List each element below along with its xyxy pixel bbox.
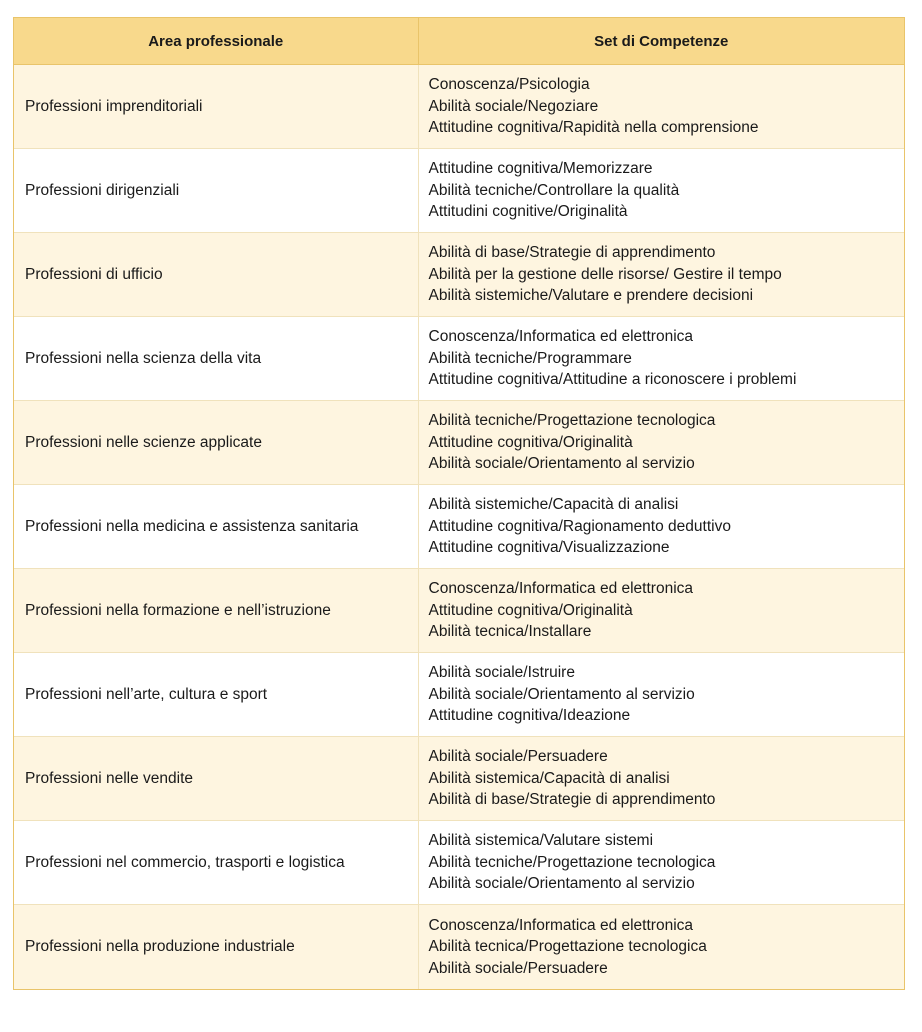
competence-table	[14, 18, 904, 989]
skills-cell	[418, 485, 904, 569]
table-header	[14, 18, 904, 65]
skill-item: Abilità tecniche/Controllare la qualità	[428, 181, 680, 199]
header-row	[14, 18, 904, 65]
area-cell: Professioni nella produzione industriale	[14, 905, 418, 989]
skill-item: Abilità sociale/Orientamento al servizio	[428, 875, 695, 893]
skill-item: Abilità per la gestione delle risorse/ Gestire il tempo	[428, 265, 782, 283]
table-row	[14, 149, 904, 233]
competence-table-container	[13, 17, 905, 990]
area-cell: Professioni nel commercio, trasporti e logistica	[14, 821, 418, 905]
skill-item: Conoscenza/Psicologia	[428, 76, 590, 94]
skill-item: Abilità di base/Strategie di apprendimento	[428, 244, 716, 262]
skill-item: Abilità sociale/Persuadere	[428, 959, 608, 977]
table-row	[14, 569, 904, 653]
skill-item: Abilità sistemiche/Valutare e prendere decisioni	[428, 287, 754, 305]
skill-item: Attitudine cognitiva/Rapidità nella comprensione	[428, 119, 759, 137]
area-cell: Professioni dirigenziali	[14, 149, 418, 233]
skill-item: Conoscenza/Informatica ed elettronica	[428, 580, 694, 598]
header-skills: Set di Competenze	[418, 18, 904, 65]
skill-item: Abilità sistemiche/Capacità di analisi	[428, 496, 679, 514]
skill-item: Attitudine cognitiva/Ragionamento deduttivo	[428, 517, 731, 535]
skill-item: Conoscenza/Informatica ed elettronica	[428, 328, 694, 346]
skill-item: Abilità tecnica/Progettazione tecnologica	[428, 938, 707, 955]
table-row	[14, 653, 904, 737]
skill-item: Attitudini cognitive/Originalità	[428, 203, 628, 221]
table-row	[14, 233, 904, 317]
area-cell: Professioni nella formazione e nell’istruzione	[14, 569, 418, 653]
skill-item: Abilità sistemica/Capacità di analisi	[428, 769, 670, 787]
skills-cell	[418, 149, 904, 233]
skill-item: Abilità sistemica/Valutare sistemi	[428, 832, 654, 850]
skills-cell	[418, 233, 904, 317]
skill-item: Abilità tecniche/Progettazione tecnologica	[428, 412, 716, 430]
skill-item: Abilità tecniche/Progettazione tecnologica	[428, 853, 716, 871]
skill-item: Abilità sociale/Orientamento al servizio	[428, 455, 695, 473]
area-cell: Professioni nella medicina e assistenza sanitaria	[14, 485, 418, 569]
area-cell: Professioni nella scienza della vita	[14, 317, 418, 401]
skill-item: Abilità tecniche/Programmare	[428, 349, 632, 367]
skills-cell	[418, 569, 904, 653]
table-row	[14, 401, 904, 485]
skill-item: Abilità sociale/Orientamento al servizio	[428, 685, 695, 703]
skill-item: Attitudine cognitiva/Originalità	[428, 433, 633, 451]
table-row	[14, 317, 904, 401]
area-cell: Professioni nell’arte, cultura e sport	[14, 653, 418, 737]
table-body	[14, 65, 904, 989]
area-cell: Professioni nelle scienze applicate	[14, 401, 418, 485]
skill-item: Attitudine cognitiva/Memorizzare	[428, 160, 653, 178]
skill-item: Attitudine cognitiva/Attitudine a riconoscere i problemi	[428, 371, 797, 389]
skill-item: Conoscenza/Informatica ed elettronica	[428, 916, 694, 934]
table-row	[14, 821, 904, 905]
skills-cell	[418, 653, 904, 737]
skill-item: Attitudine cognitiva/Ideazione	[428, 707, 631, 725]
skill-item: Abilità di base/Strategie di apprendimento	[428, 791, 716, 809]
skills-cell	[418, 317, 904, 401]
skills-cell	[418, 401, 904, 485]
skill-item: Abilità sociale/Negoziare	[428, 97, 599, 115]
skill-item: Attitudine cognitiva/Originalità	[428, 601, 633, 619]
skill-item: Attitudine cognitiva/Visualizzazione	[428, 539, 670, 557]
area-cell: Professioni imprenditoriali	[14, 65, 418, 149]
table-row	[14, 65, 904, 149]
area-cell: Professioni di ufficio	[14, 233, 418, 317]
skill-item: Abilità tecnica/Installare	[428, 623, 592, 641]
area-cell: Professioni nelle vendite	[14, 737, 418, 821]
skill-item: Abilità sociale/Istruire	[428, 664, 575, 682]
skills-cell	[418, 821, 904, 905]
table-row	[14, 905, 904, 989]
table-row	[14, 737, 904, 821]
skills-cell	[418, 737, 904, 821]
header-area: Area professionale	[14, 18, 418, 65]
skill-item: Abilità sociale/Persuadere	[428, 748, 608, 766]
table-row	[14, 485, 904, 569]
skills-cell	[418, 65, 904, 149]
skills-cell	[418, 905, 904, 989]
